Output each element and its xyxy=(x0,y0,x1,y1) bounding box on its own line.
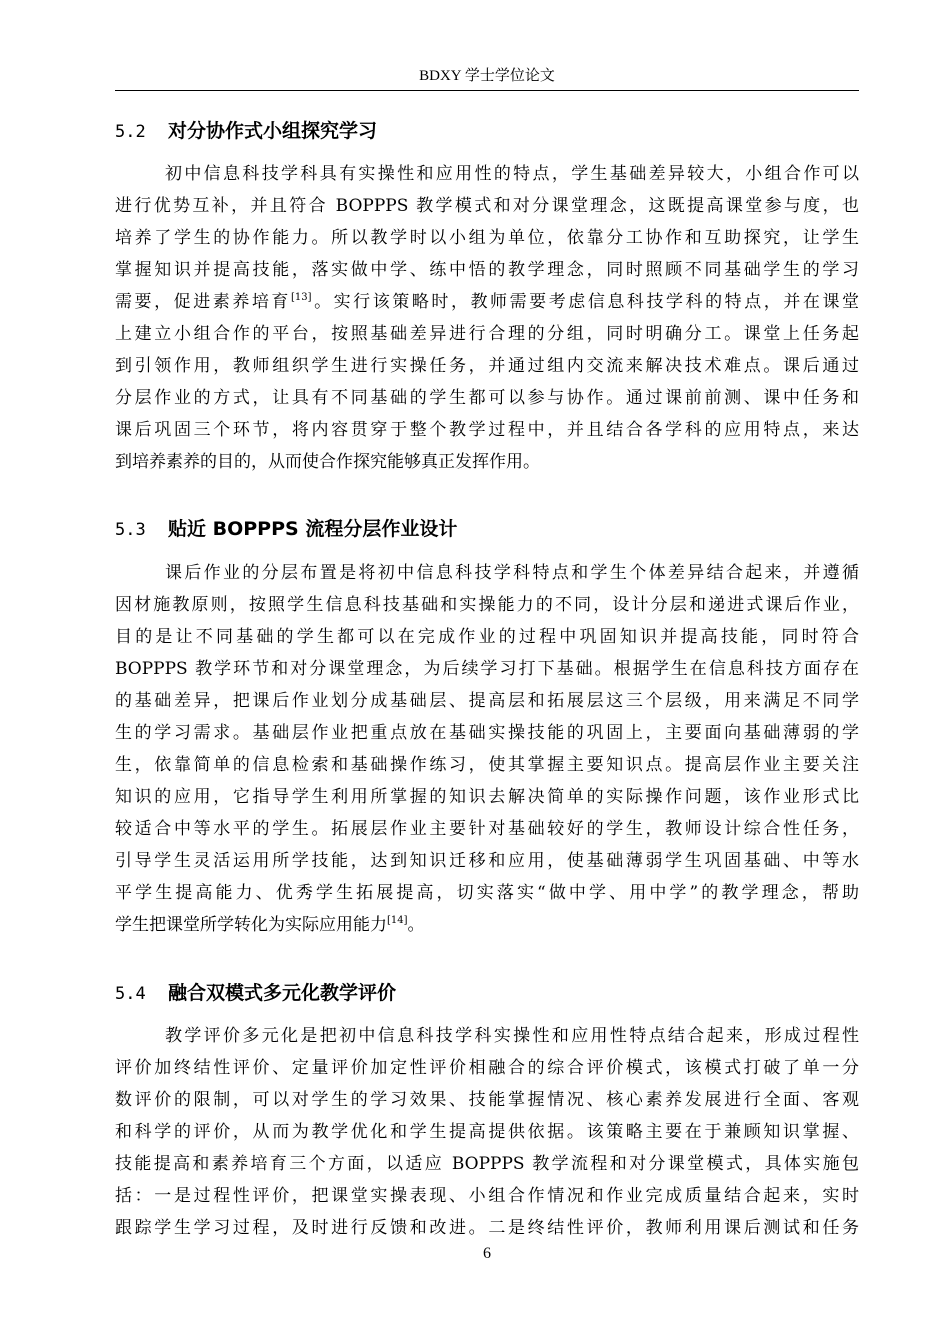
text-line: 分层作业的方式，让具有不同基础的学生都可以参与协作。通过课前前测、课中任务和 xyxy=(115,388,859,408)
text-line: 较适合中等水平的学生。拓展层作业主要针对基础较好的学生，教师设计综合性任务， xyxy=(115,819,859,839)
text-line: 培养了学生的协作能力。所以教学时以小组为单位，依靠分工协作和互助探究，让学生 xyxy=(115,228,859,248)
text-line: 和科学的评价，从而为教学优化和学生提高提供依据。该策略主要在于兼顾知识掌握、 xyxy=(115,1122,859,1142)
text-line: BOPPPS 教学环节和对分课堂理念，为后续学习打下基础。根据学生在信息科技方面存在 xyxy=(115,659,859,679)
text-line: 跟踪学生学习过程，及时进行反馈和改进。二是终结性评价，教师利用课后测试和任务 xyxy=(115,1218,859,1238)
text-line: 上建立小组合作的平台，按照基础差异进行合理的分组，同时明确分工。课堂上任务起 xyxy=(115,324,859,344)
text-segment: 需要，促进素养培育 xyxy=(115,292,291,312)
paragraph-5-2 xyxy=(115,158,859,478)
page-number: 6 xyxy=(483,1245,491,1262)
text-line: 生，依靠简单的信息检索和基础操作练习，使其掌握主要知识点。提高层作业主要关注 xyxy=(115,755,859,775)
text-line: 因材施教原则，按照学生信息科技基础和实操能力的不同，设计分层和递进式课后作业， xyxy=(115,595,859,615)
running-header: BDXY 学士学位论文 xyxy=(419,68,555,84)
text-line: 评价加终结性评价、定量评价加定性评价相融合的综合评价模式，该模式打破了单一分 xyxy=(115,1058,859,1078)
text-segment: 。 xyxy=(407,915,425,935)
citation-ref: [14] xyxy=(387,915,408,926)
text-line: 教学评价多元化是把初中信息科技学科实操性和应用性特点结合起来，形成过程性 xyxy=(165,1026,859,1046)
text-line: 课后巩固三个环节，将内容贯穿于整个教学过程中，并且结合各学科的应用特点，来达 xyxy=(115,420,859,440)
section-number: 5.4 xyxy=(115,984,146,1004)
paragraph-5-3 xyxy=(115,557,859,941)
text-line: 进行优势互补，并且符合 BOPPPS 教学模式和对分课堂理念，这既提高课堂参与度，也 xyxy=(115,196,859,216)
text-line: 数评价的限制，可以对学生的学习效果、技能掌握情况、核心素养发展进行全面、客观 xyxy=(115,1090,859,1110)
section-title: 融合双模式多元化教学评价 xyxy=(168,982,397,1004)
text-line: 初中信息科技学科具有实操性和应用性的特点，学生基础差异较大，小组合作可以 xyxy=(165,164,859,184)
text-line-with-citation xyxy=(115,909,859,941)
text-line: 掌握知识并提高技能，落实做中学、练中悟的教学理念，同时照顾不同基础学生的学习 xyxy=(115,260,859,280)
section-heading-5-2 xyxy=(115,118,859,145)
citation-ref: [13] xyxy=(290,292,312,303)
text-line: 课后作业的分层布置是将初中信息科技学科特点和学生个体差异结合起来，并遵循 xyxy=(165,563,859,583)
text-line-with-citation xyxy=(115,286,859,318)
text-line: 知识的应用，它指导学生利用所掌握的知识去解决简单的实际操作问题，该作业形式比 xyxy=(115,787,859,807)
text-line: 括：一是过程性评价，把课堂实操表现、小组合作情况和作业完成质量结合起来，实时 xyxy=(115,1186,859,1206)
text-line: 目的是让不同基础的学生都可以在完成作业的过程中巩固知识并提高技能，同时符合 xyxy=(115,627,859,647)
text-segment: 。实行该策略时，教师需要考虑信息科技学科的特点，并在课堂 xyxy=(311,292,860,312)
header-divider xyxy=(115,90,859,91)
section-number: 5.2 xyxy=(115,122,146,142)
section-number: 5.3 xyxy=(115,520,146,540)
text-segment: 学生把课堂所学转化为实际应用能力 xyxy=(115,915,387,935)
text-line: 到引领作用，教师组织学生进行实操任务，并通过组内交流来解决技术难点。课后通过 xyxy=(115,356,859,376)
text-line: 平学生提高能力、优秀学生拓展提高，切实落实“做中学、用中学”的教学理念，帮助 xyxy=(115,883,859,903)
section-title: 对分协作式小组探究学习 xyxy=(168,120,378,142)
section-title: 贴近 BOPPPS 流程分层作业设计 xyxy=(168,518,458,540)
text-line: 引导学生灵活运用所学技能，达到知识迁移和应用，使基础薄弱学生巩固基础、中等水 xyxy=(115,851,859,871)
section-heading-5-3 xyxy=(115,516,859,543)
paragraph-5-4 xyxy=(115,1020,859,1244)
text-line: 到培养素养的目的，从而使合作探究能够真正发挥作用。 xyxy=(115,452,540,472)
section-heading-5-4 xyxy=(115,980,859,1007)
text-line: 的基础差异，把课后作业划分成基础层、提高层和拓展层这三个层级，用来满足不同学 xyxy=(115,691,859,711)
text-line: 生的学习需求。基础层作业把重点放在基础实操技能的巩固上，主要面向基础薄弱的学 xyxy=(115,723,859,743)
text-line: 技能提高和素养培育三个方面，以适应 BOPPPS 教学流程和对分课堂模式，具体实施包 xyxy=(115,1154,859,1174)
